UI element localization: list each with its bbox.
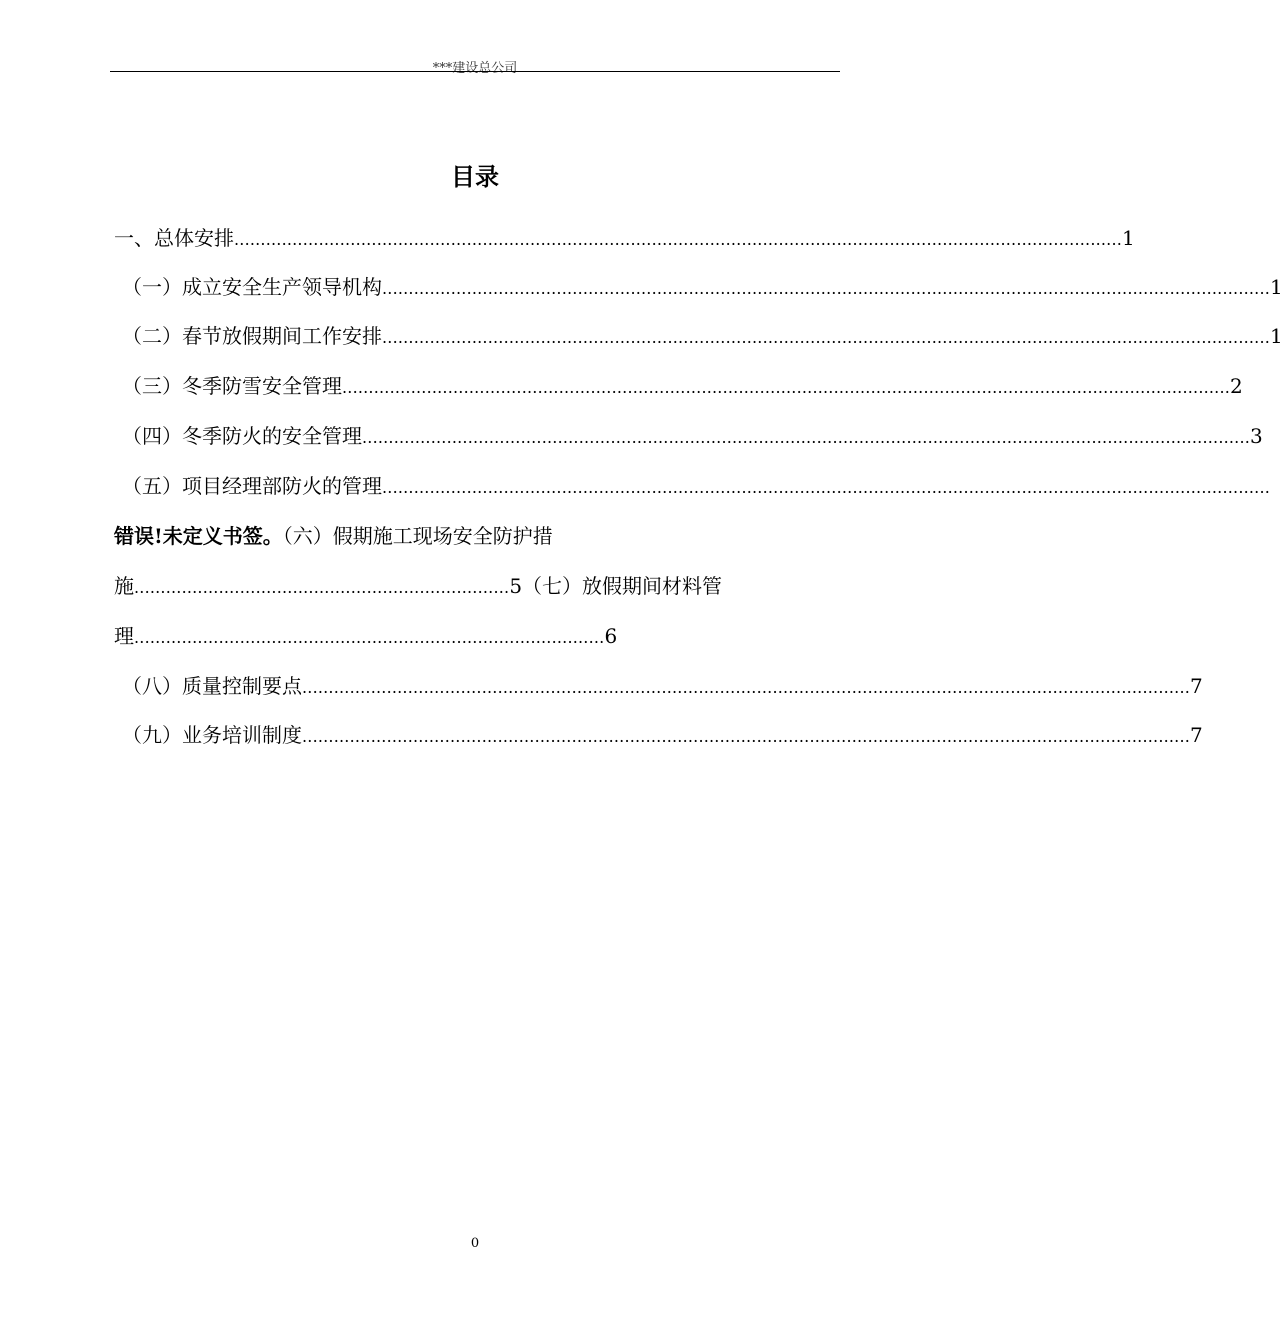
toc-entry-page: 3 (1250, 424, 1263, 448)
toc-entry-page: 2 (1230, 374, 1243, 398)
toc-leader-dots: ........................................................................................................................................................................ (234, 230, 1123, 249)
toc-entry-label: （一）成立安全生产领导机构 (122, 275, 382, 299)
toc-entry-page: 6 (604, 624, 618, 648)
toc-entry[interactable] (114, 271, 1283, 301)
toc-broken-line-1 (114, 520, 553, 549)
toc-entry-page: 1 (1270, 275, 1283, 299)
header-divider (110, 71, 840, 72)
page-header-company: ***建设总公司 (432, 61, 518, 76)
toc-entry-page: 7 (1190, 723, 1203, 747)
toc-broken-line-3 (114, 620, 617, 649)
toc-entry[interactable] (114, 719, 1203, 749)
toc-entry[interactable] (114, 670, 1203, 700)
page-number: 0 (470, 1236, 480, 1251)
toc-leader-dots: ........................................................................................................................................................................ (302, 727, 1191, 746)
toc-entry-label: （二）春节放假期间工作安排 (122, 324, 382, 348)
toc-leader-dots: ........................................................................................................................................................................ (382, 279, 1271, 298)
toc-entry-label: 一、总体安排 (114, 226, 234, 250)
toc-entry-page: 5 (509, 574, 523, 598)
toc-entry-page: 1 (1122, 226, 1135, 250)
toc-entry-label: （四）冬季防火的安全管理 (122, 424, 362, 448)
toc-leader-dots: ......................................................................................... (134, 628, 605, 647)
toc-entry-page: 7 (1190, 674, 1203, 698)
toc-entry[interactable] (114, 420, 1263, 450)
toc-entry[interactable] (114, 222, 1135, 252)
toc-entry-label: 理 (114, 624, 134, 648)
toc-leader-dots: ........................................................................................................................................................................ (382, 328, 1271, 347)
bookmark-error-text: 错误!未定义书签。 (114, 524, 283, 548)
toc-broken-line-2 (114, 570, 722, 599)
toc-leader-dots: ....................................................................... (134, 578, 510, 597)
toc-entry-label: （三）冬季防雪安全管理 (122, 374, 342, 398)
toc-entry[interactable] (114, 370, 1243, 400)
toc-title: 目录 (451, 162, 499, 191)
toc-leader-dots: ........................................................................................................................................................................ (362, 428, 1251, 447)
toc-entry[interactable] (114, 320, 1283, 350)
toc-entry-label: （八）质量控制要点 (122, 674, 302, 698)
toc-entry-label: （九）业务培训制度 (122, 723, 302, 747)
toc-entry-label[interactable]: （六）假期施工现场安全防护措 (282, 524, 553, 548)
toc-entry-label[interactable]: （七）放假期间材料管 (522, 574, 723, 598)
toc-leader-dots: ........................................................................................................................................................................ (302, 678, 1191, 697)
toc-entry-label: （五）项目经理部防火的管理 (122, 474, 382, 498)
toc-entry[interactable] (114, 470, 1271, 500)
toc-entry-page: 1 (1270, 324, 1283, 348)
toc-leader-dots: ........................................................................................................................................................................ (342, 378, 1231, 397)
toc-leader-dots: ........................................................................................................................................................................ (382, 478, 1271, 497)
toc-entry-label: 施 (114, 574, 134, 598)
